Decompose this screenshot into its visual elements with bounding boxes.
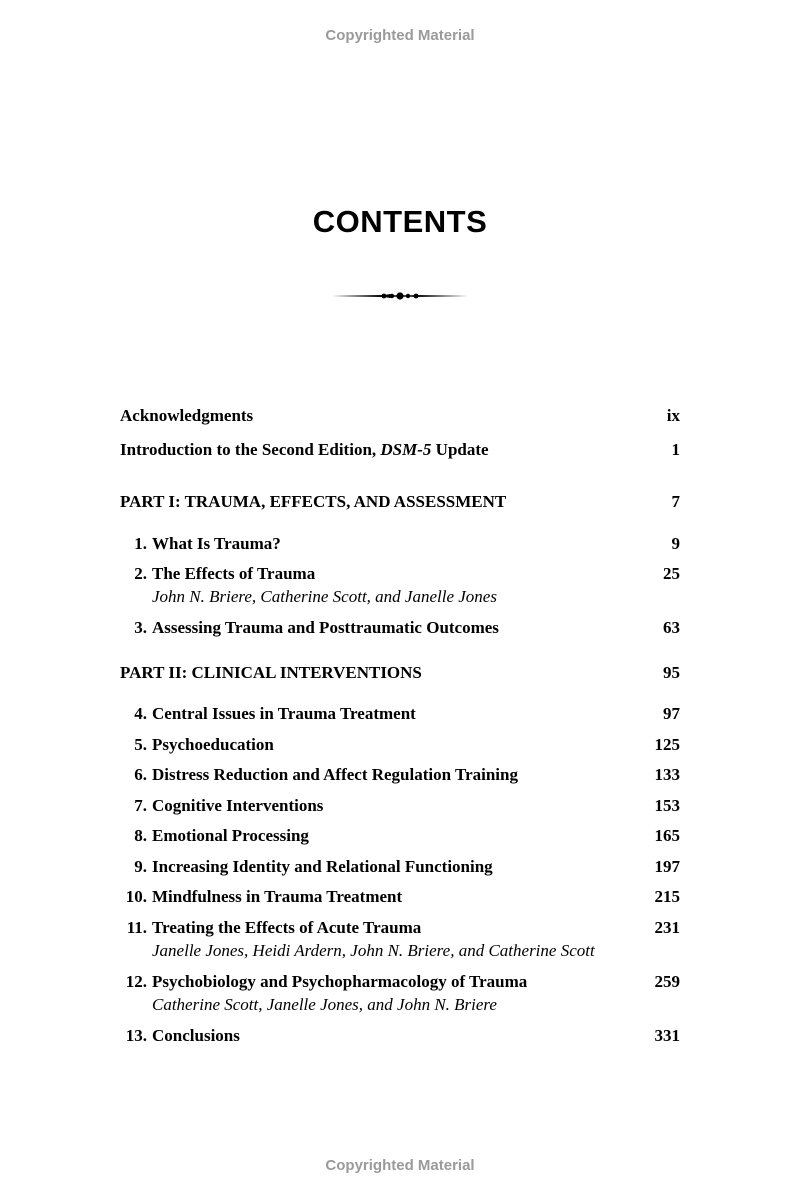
chapter-number: 9. xyxy=(134,857,147,876)
page-number: 63 xyxy=(663,618,680,637)
entry-title: Mindfulness in Trauma Treatment xyxy=(152,887,403,906)
watermark-top: Copyrighted Material xyxy=(325,27,475,44)
entry-title: Cognitive Interventions xyxy=(152,796,324,815)
chapter-authors: Janelle Jones, Heidi Ardern, John N. Briere, and Catherine Scott xyxy=(152,941,595,960)
entry-title: Conclusions xyxy=(152,1026,240,1045)
chapter-number: 5. xyxy=(134,735,147,754)
page-number: 9 xyxy=(671,534,680,553)
chapter-number: 13. xyxy=(125,1026,147,1045)
entry-title: Introduction to the Second Edition, DSM-5 Update xyxy=(120,440,489,459)
ornament-divider xyxy=(330,288,470,304)
chapter-number: 3. xyxy=(134,618,147,637)
chapter-authors: Catherine Scott, Janelle Jones, and John N. Briere xyxy=(152,995,497,1014)
page-number: 95 xyxy=(663,663,680,682)
page-number: 1 xyxy=(671,440,680,459)
entry-title: PART II: CLINICAL INTERVENTIONS xyxy=(120,663,422,682)
entry-title: Increasing Identity and Relational Functioning xyxy=(152,857,493,876)
entry-title: Assessing Trauma and Posttraumatic Outcomes xyxy=(152,618,499,637)
page-number: ix xyxy=(666,406,680,425)
chapter-authors: John N. Briere, Catherine Scott, and Janelle Jones xyxy=(152,587,497,606)
entry-title: Acknowledgments xyxy=(120,406,254,425)
entry-title: PART I: TRAUMA, EFFECTS, AND ASSESSMENT xyxy=(120,492,507,511)
page-number: 331 xyxy=(654,1026,680,1045)
entry-title: Central Issues in Trauma Treatment xyxy=(152,704,416,723)
chapter-number: 8. xyxy=(134,826,147,845)
chapter-number: 4. xyxy=(134,704,147,723)
entry-title: Emotional Processing xyxy=(152,826,309,845)
chapter-number: 1. xyxy=(134,534,147,553)
chapter-number: 6. xyxy=(134,765,147,784)
page-number: 231 xyxy=(654,918,680,937)
chapter-number: 12. xyxy=(125,972,147,991)
watermark-bottom: Copyrighted Material xyxy=(325,1157,475,1174)
page-number: 215 xyxy=(654,887,680,906)
page-number: 153 xyxy=(654,796,680,815)
page-number: 7 xyxy=(671,492,680,511)
chapter-number: 10. xyxy=(125,887,147,906)
page-number: 133 xyxy=(654,765,680,784)
page-number: 25 xyxy=(663,564,680,583)
chapter-number: 2. xyxy=(134,564,147,583)
page-number: 125 xyxy=(654,735,680,754)
entry-title: Psychoeducation xyxy=(152,735,274,754)
chapter-number: 7. xyxy=(134,796,147,815)
page-title: CONTENTS xyxy=(312,204,488,239)
page-number: 97 xyxy=(663,704,680,723)
page-number: 259 xyxy=(654,972,680,991)
entry-title: Distress Reduction and Affect Regulation Training xyxy=(152,765,518,784)
entry-title: Psychobiology and Psychopharmacology of Trauma xyxy=(152,972,528,991)
entry-title: What Is Trauma? xyxy=(152,534,281,553)
entry-title: The Effects of Trauma xyxy=(152,564,316,583)
chapter-number: 11. xyxy=(126,918,147,937)
entry-title: Treating the Effects of Acute Trauma xyxy=(152,918,422,937)
page-number: 165 xyxy=(654,826,680,845)
page-number: 197 xyxy=(654,857,680,876)
